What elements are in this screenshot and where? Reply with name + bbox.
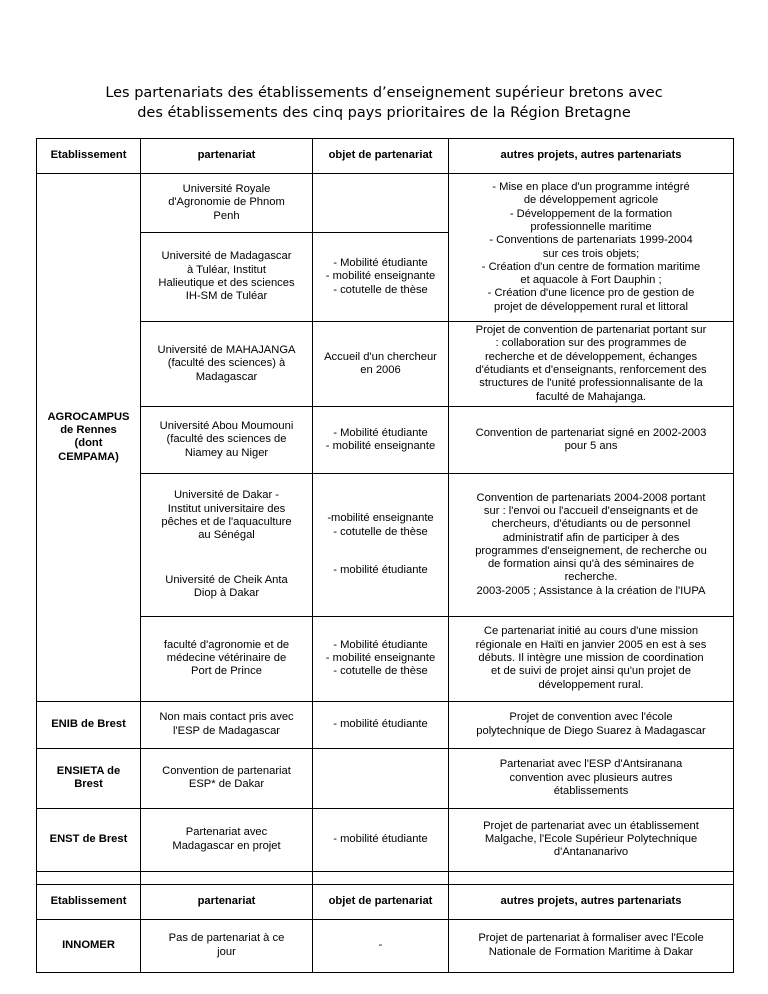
partenariat-innomer: Pas de partenariat à ce jour bbox=[141, 919, 313, 972]
objet-tulear: - Mobilité étudiante - mobilité enseignante - cotutelle de thèse bbox=[313, 233, 449, 322]
partenariat-enst: Partenariat avec Madagascar en projet bbox=[141, 808, 313, 871]
autres-enib: Projet de convention avec l'école polytechnique de Diego Suarez à Madagascar bbox=[449, 701, 734, 748]
etablissement-agrocampus: AGROCAMPUS de Rennes (dont CEMPAMA) bbox=[37, 174, 141, 702]
objet-enib: - mobilité étudiante bbox=[313, 701, 449, 748]
partenariat-tulear: Université de Madagascar à Tuléar, Institut Halieutique et des sciences IH-SM de Tuléar bbox=[141, 233, 313, 322]
title-line-2: des établissements des cinq pays prioritaires de la Région Bretagne bbox=[137, 105, 631, 121]
table-row bbox=[37, 174, 734, 233]
partnership-table bbox=[36, 138, 734, 973]
table-row bbox=[37, 808, 734, 871]
objet-phnom-penh bbox=[313, 174, 449, 233]
title-line-1: Les partenariats des établissements d’enseignement supérieur bretons avec bbox=[105, 85, 663, 101]
header-etablissement-repeat: Etablissement bbox=[37, 884, 141, 919]
header-autres: autres projets, autres partenariats bbox=[449, 139, 734, 174]
partenariat-cheik-anta-diop: Université de Cheik Anta Diop à Dakar bbox=[165, 573, 288, 600]
table-row bbox=[37, 701, 734, 748]
table-row bbox=[37, 616, 734, 701]
table-row bbox=[37, 919, 734, 972]
autres-niamey: Convention de partenariat signé en 2002-2003 pour 5 ans bbox=[449, 407, 734, 474]
table-row bbox=[37, 407, 734, 474]
page-title bbox=[0, 83, 768, 123]
header-row bbox=[37, 139, 734, 174]
partenariat-niamey: Université Abou Moumouni (faculté des sciences de Niamey au Niger bbox=[141, 407, 313, 474]
partenariat-port-de-prince: faculté d'agronomie et de médecine vétérinaire de Port de Prince bbox=[141, 616, 313, 701]
partenariat-dakar bbox=[141, 474, 313, 617]
etablissement-ensieta: ENSIETA de Brest bbox=[37, 748, 141, 808]
autres-innomer: Projet de partenariat à formaliser avec l'Ecole Nationale de Formation Maritime à Dakar bbox=[449, 919, 734, 972]
header-partenariat-repeat: partenariat bbox=[141, 884, 313, 919]
objet-ensieta bbox=[313, 748, 449, 808]
etablissement-enib: ENIB de Brest bbox=[37, 701, 141, 748]
objet-dakar bbox=[313, 474, 449, 617]
autres-ensieta: Partenariat avec l'ESP d'Antsiranana convention avec plusieurs autres établissements bbox=[449, 748, 734, 808]
table-row bbox=[37, 322, 734, 407]
header-row-repeat bbox=[37, 884, 734, 919]
autres-enst: Projet de partenariat avec un établissement Malgache, l'Ecole Supérieur Polytechnique d'Antananarivo bbox=[449, 808, 734, 871]
autres-dakar: Convention de partenariats 2004-2008 portant sur : l'envoi ou l'accueil d'enseignants et de chercheurs, d'étudiants ou de personnel administratif afin de participer à des programmes d'enseignement, de recherche ou de formation ainsi qu'à des séminaires de recherche. 2003-2005 ; Assistance à la création de l'IUPA bbox=[449, 474, 734, 617]
objet-cheik-anta-diop: - mobilité étudiante bbox=[333, 564, 428, 577]
header-objet: objet de partenariat bbox=[313, 139, 449, 174]
autres-madagascar-tulear: - Mise en place d'un programme intégré de développement agricole - Développement de la formation professionnelle maritime - Conventions de partenariats 1999-2004 sur ces trois objets; - Création d'un centre de formation maritime et aquacole à Fort Dauphin ; - Création d'une licence pro de gestion de projet de développement rural et littoral bbox=[449, 174, 734, 322]
etablissement-innomer: INNOMER bbox=[37, 919, 141, 972]
partenariat-enib: Non mais contact pris avec l'ESP de Madagascar bbox=[141, 701, 313, 748]
objet-niamey: - Mobilité étudiante - mobilité enseignante bbox=[313, 407, 449, 474]
header-autres-repeat: autres projets, autres partenariats bbox=[449, 884, 734, 919]
partenariat-dakar-iupa: Université de Dakar - Institut universitaire des pêches et de l'aquaculture au Sénégal bbox=[161, 489, 292, 542]
table-row bbox=[37, 748, 734, 808]
partenariat-mahajanga: Université de MAHAJANGA (faculté des sciences) à Madagascar bbox=[141, 322, 313, 407]
header-partenariat: partenariat bbox=[141, 139, 313, 174]
objet-mahajanga: Accueil d'un chercheur en 2006 bbox=[313, 322, 449, 407]
objet-innomer: - bbox=[313, 919, 449, 972]
partenariat-ensieta: Convention de partenariat ESP* de Dakar bbox=[141, 748, 313, 808]
objet-port-de-prince: - Mobilité étudiante - mobilité enseignante - cotutelle de thèse bbox=[313, 616, 449, 701]
spacer-row bbox=[37, 871, 734, 884]
autres-port-de-prince: Ce partenariat initié au cours d'une mission régionale en Haïti en janvier 2005 en est à ses débuts. Il intègre une mission de coordination et de suivi de projet ainsi qu'un projet de développement rural. bbox=[449, 616, 734, 701]
objet-enst: - mobilité étudiante bbox=[313, 808, 449, 871]
header-objet-repeat: objet de partenariat bbox=[313, 884, 449, 919]
header-etablissement: Etablissement bbox=[37, 139, 141, 174]
partenariat-phnom-penh: Université Royale d'Agronomie de Phnom Penh bbox=[141, 174, 313, 233]
table-row bbox=[37, 474, 734, 617]
etablissement-enst: ENST de Brest bbox=[37, 808, 141, 871]
objet-dakar-iupa: -mobilité enseignante - cotutelle de thèse bbox=[327, 512, 434, 538]
autres-mahajanga: Projet de convention de partenariat portant sur : collaboration sur des programmes de recherche et de développement, échanges d'étudiants et d'enseignants, renforcement des structures de l'unité professionnalisante de la faculté de Mahajanga. bbox=[449, 322, 734, 407]
